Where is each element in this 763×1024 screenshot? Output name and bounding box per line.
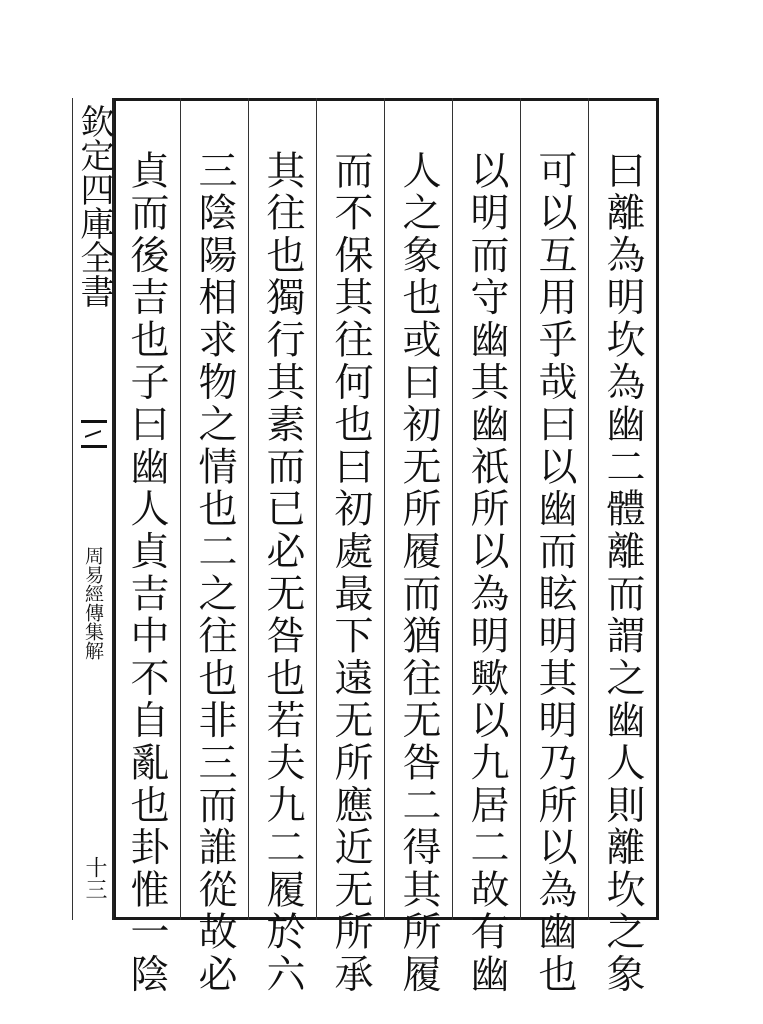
text-column-4: 人之象也或曰初无所履而猶往无咎二得其所履 bbox=[396, 150, 441, 996]
text-column-1: 曰離為明坎為幽二體離而謂之幽人則離坎之象 bbox=[600, 150, 645, 996]
text-column-2: 可以互用乎哉曰以幽而眩明其明乃所以為幽也 bbox=[532, 150, 577, 996]
text-column-6: 其往也獨行其素而已必无咎也若夫九二履於六 bbox=[260, 150, 305, 996]
column-rule bbox=[248, 98, 249, 920]
text-column-5: 而不保其往何也曰初處最下遠无所應近无所承 bbox=[328, 150, 373, 996]
text-column-8: 貞而後吉也子曰幽人貞吉中不自亂也卦惟一陰 bbox=[124, 150, 169, 996]
text-column-3: 以明而守幽其幽祇所以為明歟以九居二故有幽 bbox=[464, 150, 509, 996]
fish-tail-mark-icon bbox=[81, 420, 107, 448]
page-number: 十三 bbox=[82, 856, 107, 900]
column-rule bbox=[180, 98, 181, 920]
column-rule bbox=[316, 98, 317, 920]
chapter-title: 周易經傳集解 bbox=[82, 546, 104, 660]
book-title: 欽定四庫全書 bbox=[74, 104, 114, 308]
column-rule bbox=[452, 98, 453, 920]
column-rule bbox=[520, 98, 521, 920]
text-column-7: 三陰陽相求物之情也二之往也非三而誰從故必 bbox=[192, 150, 237, 996]
margin-strip bbox=[72, 98, 114, 920]
column-rule bbox=[588, 98, 589, 920]
column-rule bbox=[384, 98, 385, 920]
